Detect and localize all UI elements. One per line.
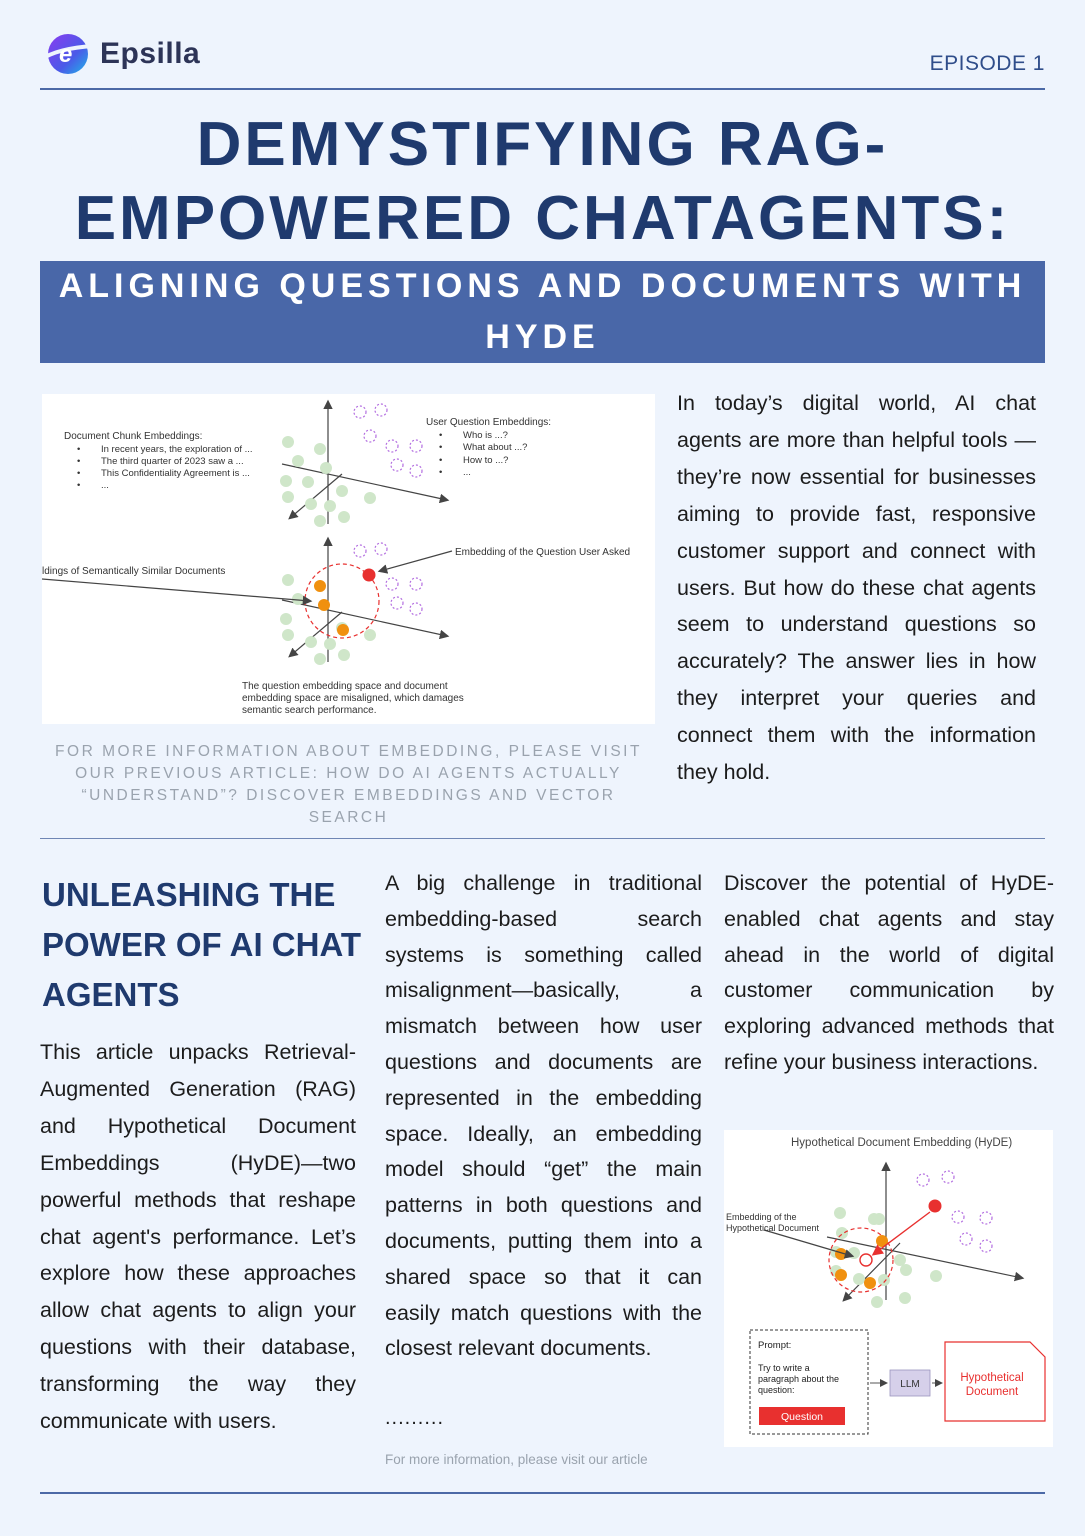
- svg-text:In recent years, the explorati: In recent years, the exploration of ...: [101, 444, 253, 455]
- doc-chunk-title: Document Chunk Embeddings:: [64, 431, 203, 442]
- svg-text:The third quarter of 2023 saw: The third quarter of 2023 saw a ...: [101, 456, 244, 467]
- episode-label: EPISODE 1: [929, 52, 1045, 75]
- embedding-misalignment-figure: [42, 394, 655, 724]
- top-divider: [40, 88, 1045, 90]
- similar-document-dot: [318, 599, 330, 611]
- asked-label: Embedding of the Question User Asked: [455, 547, 631, 558]
- svg-text:question:: question:: [758, 1385, 795, 1395]
- svg-text:The question embedding space a: The question embedding space and document: [242, 681, 448, 692]
- page-title: DEMYSTIFYING RAG-EMPOWERED CHATAGENTS:: [74, 110, 1011, 253]
- similar-label: ldings of Semantically Similar Documents: [42, 566, 226, 577]
- question-title: User Question Embeddings:: [426, 417, 552, 428]
- column-3-text: Discover the potential of HyDE-enabled chat agents and stay ahead in the world of digital customer communication by exploring advanced methods that refine your business interactions.: [724, 871, 1054, 1074]
- svg-text:•: •: [439, 455, 443, 466]
- svg-text:Hypothetical Document: Hypothetical Document: [726, 1223, 820, 1233]
- hyde-diagram-figure: [724, 1130, 1053, 1447]
- column-1-text: This article unpacks Retrieval-Augmented Generation (RAG) and Hypothetical Document Embeddings (HyDE)—two powerful methods that reshape chat agent's performance. Let’s explore how these approaches allow chat agents to align your questions with their database, transforming the way they communicate with users.: [40, 1040, 356, 1434]
- svg-text:Prompt:: Prompt:: [758, 1340, 792, 1351]
- hyde-title: Hypothetical Document Embedding (HyDE): [791, 1137, 1013, 1149]
- epsilla-logo-icon: [38, 30, 96, 78]
- svg-text:Document: Document: [965, 1386, 1019, 1398]
- column-2-text: A big challenge in traditional embedding-based search systems is something called misalignment—basically, a mismatch between how user questions and documents are represented in the embedding space. Ideally, an embedding model should “get” the main patterns in both questions and documents, putting them into a shared space so that it can easily match questions with the closest relevant documents.: [385, 871, 702, 1361]
- asked-question-dot: [363, 569, 376, 582]
- svg-text:Question: Question: [780, 1411, 824, 1423]
- svg-text:This Confidentiality Agreement: This Confidentiality Agreement is ...: [101, 468, 250, 479]
- svg-text:Who is ...?: Who is ...?: [463, 430, 508, 441]
- section-heading: UNLEASHING THE POWER OF AI CHAT AGENTS: [42, 876, 361, 1013]
- figure-note: [242, 681, 464, 716]
- svg-text:•: •: [77, 456, 81, 467]
- svg-text:Hypothetical: Hypothetical: [960, 1372, 1024, 1384]
- svg-text:e: e: [59, 41, 73, 68]
- svg-text:•: •: [77, 468, 81, 479]
- bottom-divider: [40, 1492, 1045, 1494]
- brand-logo[interactable]: [38, 30, 200, 78]
- brand-name: Epsilla: [100, 37, 201, 70]
- pointer-line: [42, 579, 310, 601]
- axis-line: [282, 600, 447, 636]
- svg-text:•: •: [439, 442, 443, 453]
- svg-text:•: •: [439, 430, 443, 441]
- svg-text:paragraph about the: paragraph about the: [758, 1374, 840, 1384]
- svg-text:Try to write a: Try to write a: [758, 1363, 810, 1373]
- subtitle-banner: ALIGNING QUESTIONS AND DOCUMENTS WITH HYDE: [40, 261, 1045, 363]
- pointer-line: [380, 551, 452, 571]
- axis-line: [290, 612, 342, 656]
- similar-document-dot: [337, 624, 349, 636]
- intro-paragraph: In today’s digital world, AI chat agents are more than helpful tools —they’re now essential for businesses aiming to provide fast, responsive customer support and connect with users. But how do these chat agents seem to understand questions so accurately? The answer lies in how they interpret your queries and connect them with the information they hold.: [677, 391, 1036, 785]
- question-embedding-dots: [354, 404, 422, 477]
- svg-text:LLM: LLM: [900, 1379, 920, 1390]
- svg-text:semantic search performance.: semantic search performance.: [242, 705, 377, 716]
- axis-line: [290, 474, 342, 518]
- svg-text:Embedding of the: Embedding of the: [726, 1212, 797, 1222]
- svg-text:•: •: [439, 467, 443, 478]
- svg-text:How to ...?: How to ...?: [463, 455, 509, 466]
- svg-text:...: ...: [101, 480, 109, 491]
- svg-text:•: •: [77, 480, 81, 491]
- article-link[interactable]: For more information, please visit our article: [385, 1452, 648, 1467]
- svg-text:...: ...: [463, 467, 471, 478]
- similar-document-dot: [314, 580, 326, 592]
- svg-text:What about ...?: What about ...?: [463, 442, 528, 453]
- svg-text:•: •: [77, 444, 81, 455]
- figure-caption: FOR MORE INFORMATION ABOUT EMBEDDING, PLEASE VISIT OUR PREVIOUS ARTICLE: HOW DO AI AGENTS ACTUALLY “UNDERSTAND”? DISCOVER EMBEDDINGS AND VECTOR SEARCH: [55, 743, 642, 826]
- ellipsis: .........: [385, 1407, 445, 1429]
- svg-text:embedding space are misaligned: embedding space are misaligned, which damages: [242, 693, 464, 704]
- middle-divider: [40, 838, 1045, 839]
